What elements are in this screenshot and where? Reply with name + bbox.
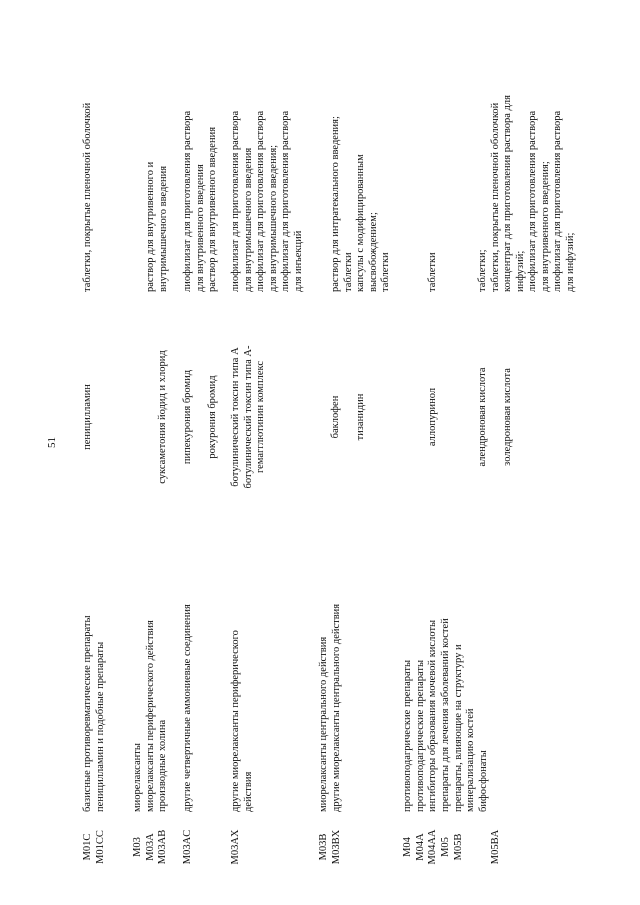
inn-cell: [82, 332, 95, 502]
group-name-cell: [440, 512, 490, 812]
atc-code: M04: [402, 837, 413, 857]
atc-code: M03AB: [157, 829, 168, 865]
dosage-form: раствор для внутривенного введения: [207, 126, 218, 292]
group-name: другие миорелаксанты периферического: [230, 630, 241, 812]
atc-code: M03BX: [330, 829, 342, 865]
inn-name: [195, 332, 208, 502]
atc-code: M05B: [452, 833, 464, 861]
inn-name: баклофен: [330, 395, 341, 439]
group-name: минерализацию костей: [465, 708, 476, 812]
group-name: ингибиторы образования мочевой кислоты: [427, 619, 438, 812]
inn-name: ботулинический токсин типа A-: [242, 345, 254, 489]
dosage-form: таблетки, покрытые пленочной оболочкой: [82, 102, 93, 292]
dosage-form: лиофилизат для приготовления раствора: [280, 110, 291, 292]
inn-name: гемагглютинин комплекс: [255, 360, 266, 474]
dosage-form-cell: [182, 72, 220, 292]
dosage-form: для инфузий;: [564, 232, 576, 292]
dosage-form: лиофилизат для приготовления раствора: [552, 110, 563, 292]
table-row: [440, 72, 576, 872]
inn-cell: [182, 332, 220, 502]
group-name-cell: [230, 512, 255, 812]
dosage-form-cell: [477, 72, 577, 292]
dosage-form: раствор для внутривенного и: [145, 161, 156, 292]
group-name-cell: [402, 512, 440, 812]
table-row: [318, 72, 402, 872]
dosage-form: для внутримышечного введения;: [267, 144, 279, 292]
dosage-form: для инъекций: [292, 230, 304, 292]
table-row: [402, 72, 440, 872]
group-name: миорелаксанты периферического действия: [144, 620, 156, 812]
inn-name: аллопуринол: [427, 387, 438, 447]
dosage-form-cell: [82, 72, 95, 292]
inn-name: [490, 332, 503, 502]
group-name: производные холина: [157, 719, 168, 812]
table-row: [82, 72, 132, 872]
atc-code-cell: [182, 822, 195, 872]
dosage-form: высвобождением;: [367, 212, 379, 292]
group-name: миорелаксанты центрального действия: [318, 636, 329, 812]
atc-code: M03B: [318, 833, 329, 861]
dosage-form: раствор для интратекального введения;: [330, 116, 341, 292]
atc-code-cell: [440, 822, 503, 872]
atc-code: M03A: [144, 833, 156, 861]
atc-code: [465, 822, 478, 872]
atc-code-cell: [318, 822, 343, 872]
inn-name: тизанидин: [355, 393, 366, 441]
dosage-form-cell: [330, 72, 393, 292]
dosage-form: таблетки, покрытые пленочной оболочкой: [489, 102, 501, 292]
drug-table: [82, 72, 632, 872]
inn-cell: [427, 332, 440, 502]
group-name: препараты для лечения заболеваний костей: [440, 618, 451, 812]
group-name: базисные противоревматические препараты: [82, 615, 93, 812]
inn-name: пипекурония бромид: [182, 369, 193, 465]
atc-code-cell: [230, 822, 243, 872]
dosage-form: капсулы с модифицированным: [355, 154, 366, 292]
inn-name: [343, 332, 356, 502]
group-name: другие миорелаксанты центрального действия: [330, 603, 342, 812]
inn-name: суксаметония йодид и хлорид: [157, 350, 168, 484]
dosage-form: таблетки: [380, 252, 391, 292]
dosage-form: концентрат для приготовления раствора для: [502, 95, 513, 292]
table-row: [182, 72, 230, 872]
group-name: другие четвертичные аммониевые соединения: [182, 604, 193, 812]
atc-code: M03AX: [230, 829, 241, 865]
dosage-form-cell: [230, 72, 305, 292]
dosage-form: лиофилизат для приготовления раствора: [255, 110, 266, 292]
dosage-form: таблетки;: [477, 249, 488, 292]
dosage-form: лиофилизат для приготовления раствора: [182, 110, 193, 292]
table-row: [230, 72, 318, 872]
atc-code: M05: [440, 837, 451, 857]
group-name-cell: [182, 512, 195, 812]
atc-code: M05BA: [490, 829, 501, 865]
atc-code: M01CC: [94, 830, 106, 864]
inn-cell: [230, 332, 268, 502]
atc-code: M03AC: [182, 829, 193, 865]
table-row: [132, 72, 182, 872]
atc-code-cell: [82, 822, 107, 872]
atc-code: [478, 822, 491, 872]
group-name: препараты, влияющие на структуру и: [452, 644, 464, 812]
dosage-form: таблетки: [427, 252, 438, 292]
group-name-cell: [82, 512, 107, 812]
group-name-cell: [132, 512, 170, 812]
group-name: действия: [242, 771, 254, 812]
group-name: противоподагрические препараты: [402, 659, 413, 812]
group-name: миорелаксанты: [132, 743, 143, 812]
inn-cell: [477, 332, 515, 502]
group-name: бифосфонаты: [477, 750, 489, 812]
inn-name: золедроновая кислота: [502, 368, 513, 466]
atc-code: M01C: [82, 833, 93, 861]
atc-code: M04AA: [427, 829, 438, 865]
atc-code: M03: [132, 837, 143, 857]
dosage-form: инфузий;: [514, 250, 526, 292]
inn-cell: [330, 332, 368, 502]
dosage-form: лиофилизат для приготовления раствора: [527, 110, 538, 292]
dosage-form: внутримышечного введения: [157, 165, 169, 292]
inn-name: рокурония бромид: [207, 375, 218, 459]
page-number: 51: [46, 437, 58, 448]
atc-code: M04A: [414, 833, 426, 861]
inn-name: пеницилламин: [82, 384, 93, 450]
dosage-form-cell: [145, 72, 170, 292]
dosage-form: для внутривенного введения: [194, 164, 206, 292]
group-name-cell: [318, 512, 343, 812]
group-name: пеницилламин и подобные препараты: [94, 641, 106, 812]
dosage-form-cell: [427, 72, 440, 292]
inn-name: алендроновая кислота: [477, 367, 488, 467]
atc-code-cell: [132, 822, 170, 872]
inn-cell: [157, 332, 170, 502]
atc-code-cell: [402, 822, 440, 872]
inn-name: ботулинический токсин типа A: [230, 347, 241, 487]
dosage-form: лиофилизат для приготовления раствора: [230, 110, 241, 292]
dosage-form: для внутримышечного введения: [242, 147, 254, 292]
dosage-form: для внутривенного введения;: [539, 161, 551, 292]
dosage-form: таблетки: [342, 252, 354, 292]
group-name: противоподагрические препараты: [414, 659, 426, 812]
